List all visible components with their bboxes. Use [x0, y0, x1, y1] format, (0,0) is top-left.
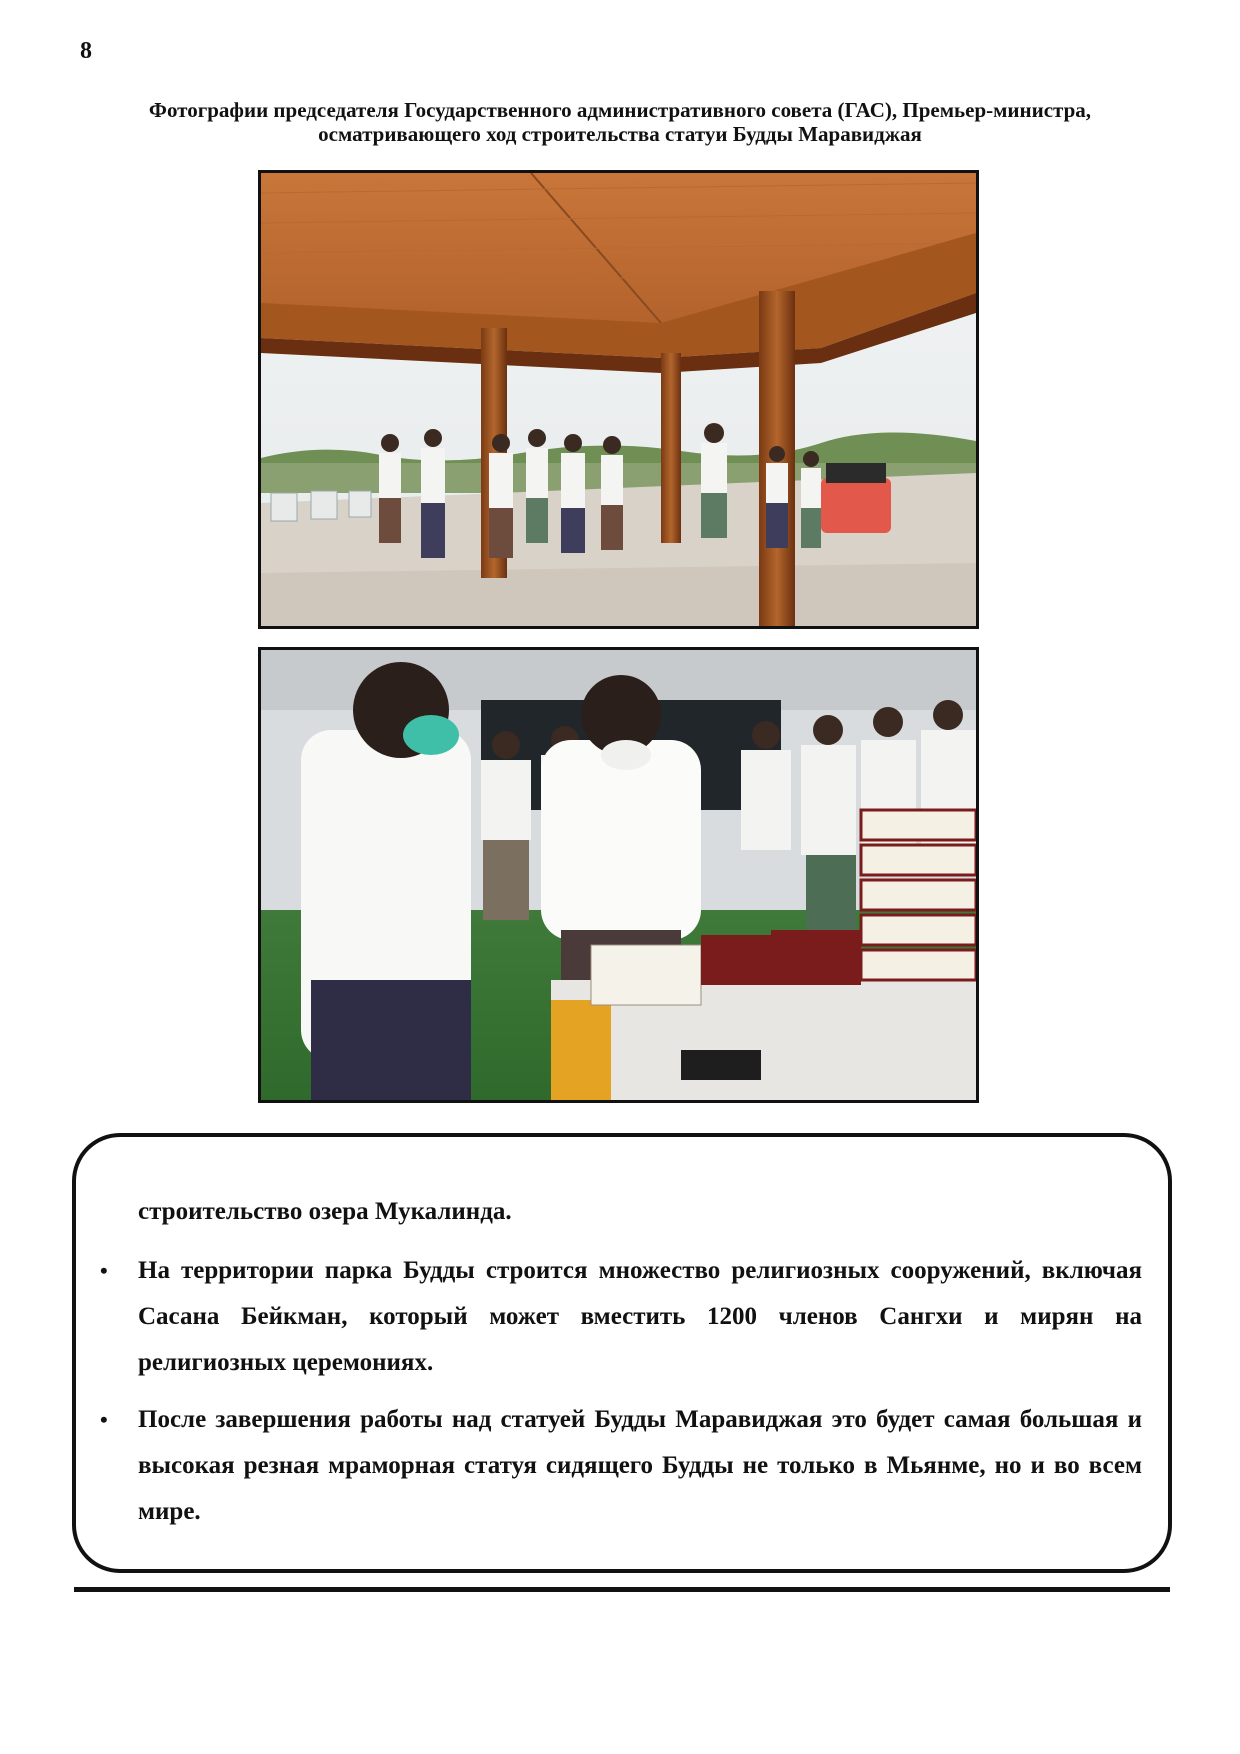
list-item-text: После завершения работы над статуей Будды Маравиджая это будет самая большая и высокая резная мраморная статуя сидящего Будды не только в Мьянме, но и во всем мире. — [138, 1406, 1142, 1525]
continuation-text: строительство озера Мукалинда. — [138, 1198, 512, 1225]
pavilion-inspection-photo — [258, 170, 979, 629]
list-item — [100, 1248, 1142, 1386]
bullet-icon: • — [100, 1407, 108, 1432]
summary-text-box — [72, 1133, 1172, 1573]
page-number: 8 — [80, 38, 92, 64]
books-inspection-photo — [258, 647, 979, 1103]
bullet-icon: • — [100, 1258, 108, 1283]
list-item-text: На территории парка Будды строится множество религиозных сооружений, включая Сасана Бейкман, который может вместить 1200 членов Сангхи и мирян на религиозных церемониях. — [138, 1257, 1142, 1376]
photo-caption: Фотографии председателя Государственного административного совета (ГАС), Премьер-министра, осматривающего ход строительства статуи Будды Маравиджая — [148, 98, 1092, 146]
horizontal-rule — [74, 1587, 1170, 1592]
list-item — [100, 1397, 1142, 1535]
